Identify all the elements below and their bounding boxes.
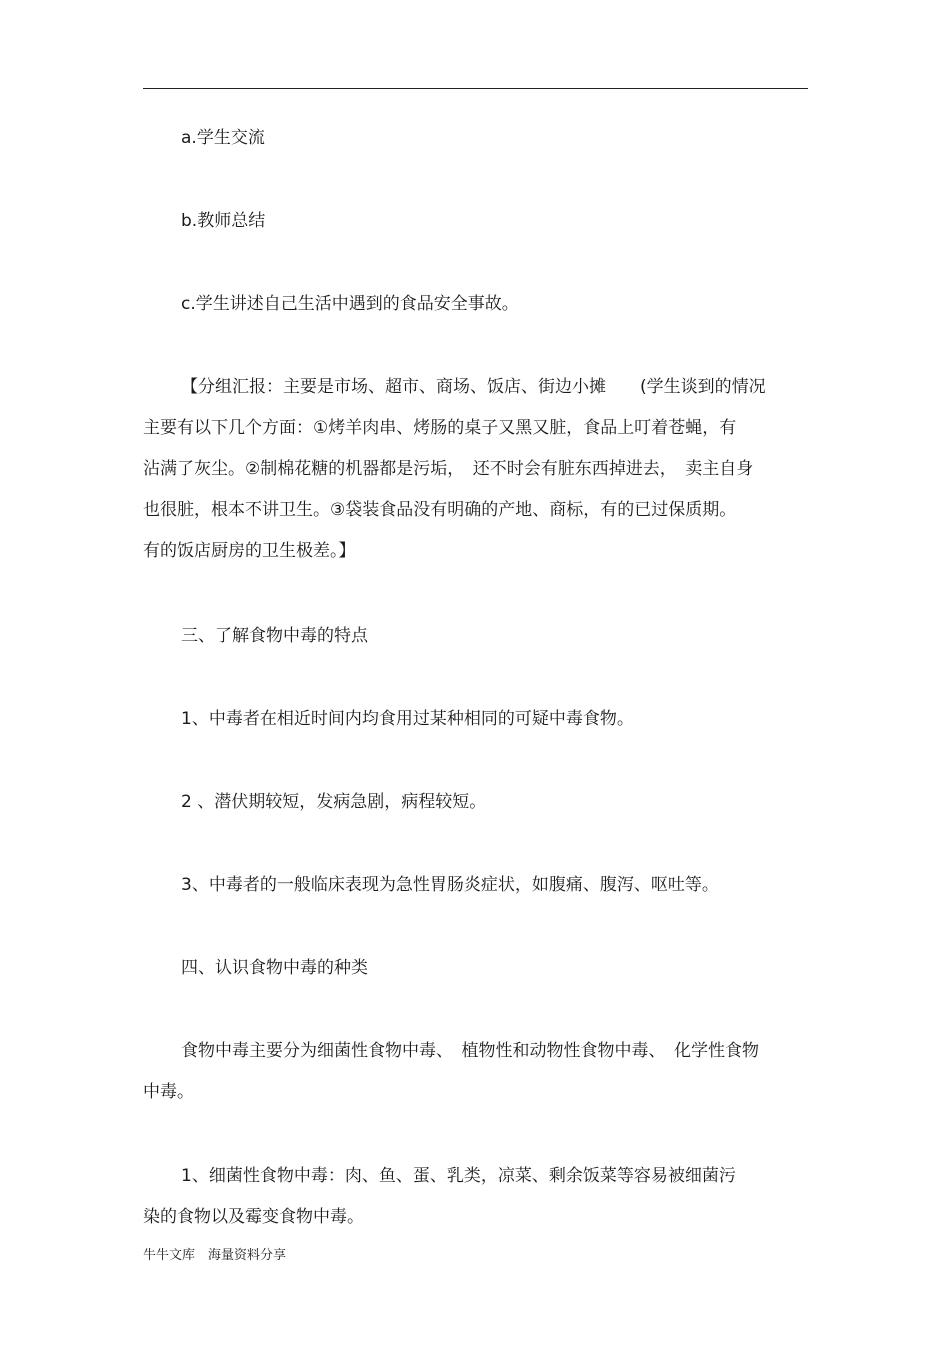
types-paragraph-line-1: 食物中毒主要分为细菌性食物中毒、 植物性和动物性食物中毒、 化学性食物: [181, 1041, 759, 1061]
section-three-heading: 三、了解食物中毒的特点: [181, 626, 368, 646]
group-report-line-1: 【分组汇报：主要是市场、超市、商场、饭店、街边小摊 (学生谈到的情况: [181, 377, 766, 397]
group-report-line-5: 有的饭店厨房的卫生极差。】: [143, 541, 356, 561]
item-c-student-story: c.学生讲述自己生活中遇到的食品安全事故。: [181, 294, 519, 314]
group-report-line-2: 主要有以下几个方面：①烤羊肉串、烤肠的桌子又黑又脏，食品上叮着苍蝇，有: [143, 418, 737, 438]
bacterial-item-line-1: 1、细菌性食物中毒：肉、鱼、蛋、乳类，凉菜、剩余饭菜等容易被细菌污: [181, 1166, 736, 1186]
feature-item-1: 1、中毒者在相近时间内均食用过某种相同的可疑中毒食物。: [181, 709, 634, 729]
header-rule: [143, 88, 808, 89]
types-paragraph-line-2: 中毒。: [143, 1082, 194, 1102]
item-b-teacher-summary: b.教师总结: [181, 211, 266, 231]
bacterial-item-line-2: 染的食物以及霉变食物中毒。: [143, 1207, 364, 1227]
item-a-student-exchange: a.学生交流: [181, 128, 265, 148]
section-four-heading: 四、认识食物中毒的种类: [181, 958, 368, 978]
footer-text: 牛牛文库 海量资料分享: [143, 1248, 287, 1263]
group-report-line-4: 也很脏，根本不讲卫生。③袋装食品没有明确的产地、商标，有的已过保质期。: [143, 500, 737, 520]
group-report-line-3: 沾满了灰尘。②制棉花糖的机器都是污垢， 还不时会有脏东西掉进去， 卖主自身: [143, 459, 754, 479]
feature-item-2: 2 、潜伏期较短，发病急剧，病程较短。: [181, 792, 487, 812]
feature-item-3: 3、中毒者的一般临床表现为急性胃肠炎症状，如腹痛、腹泻、呕吐等。: [181, 875, 719, 895]
